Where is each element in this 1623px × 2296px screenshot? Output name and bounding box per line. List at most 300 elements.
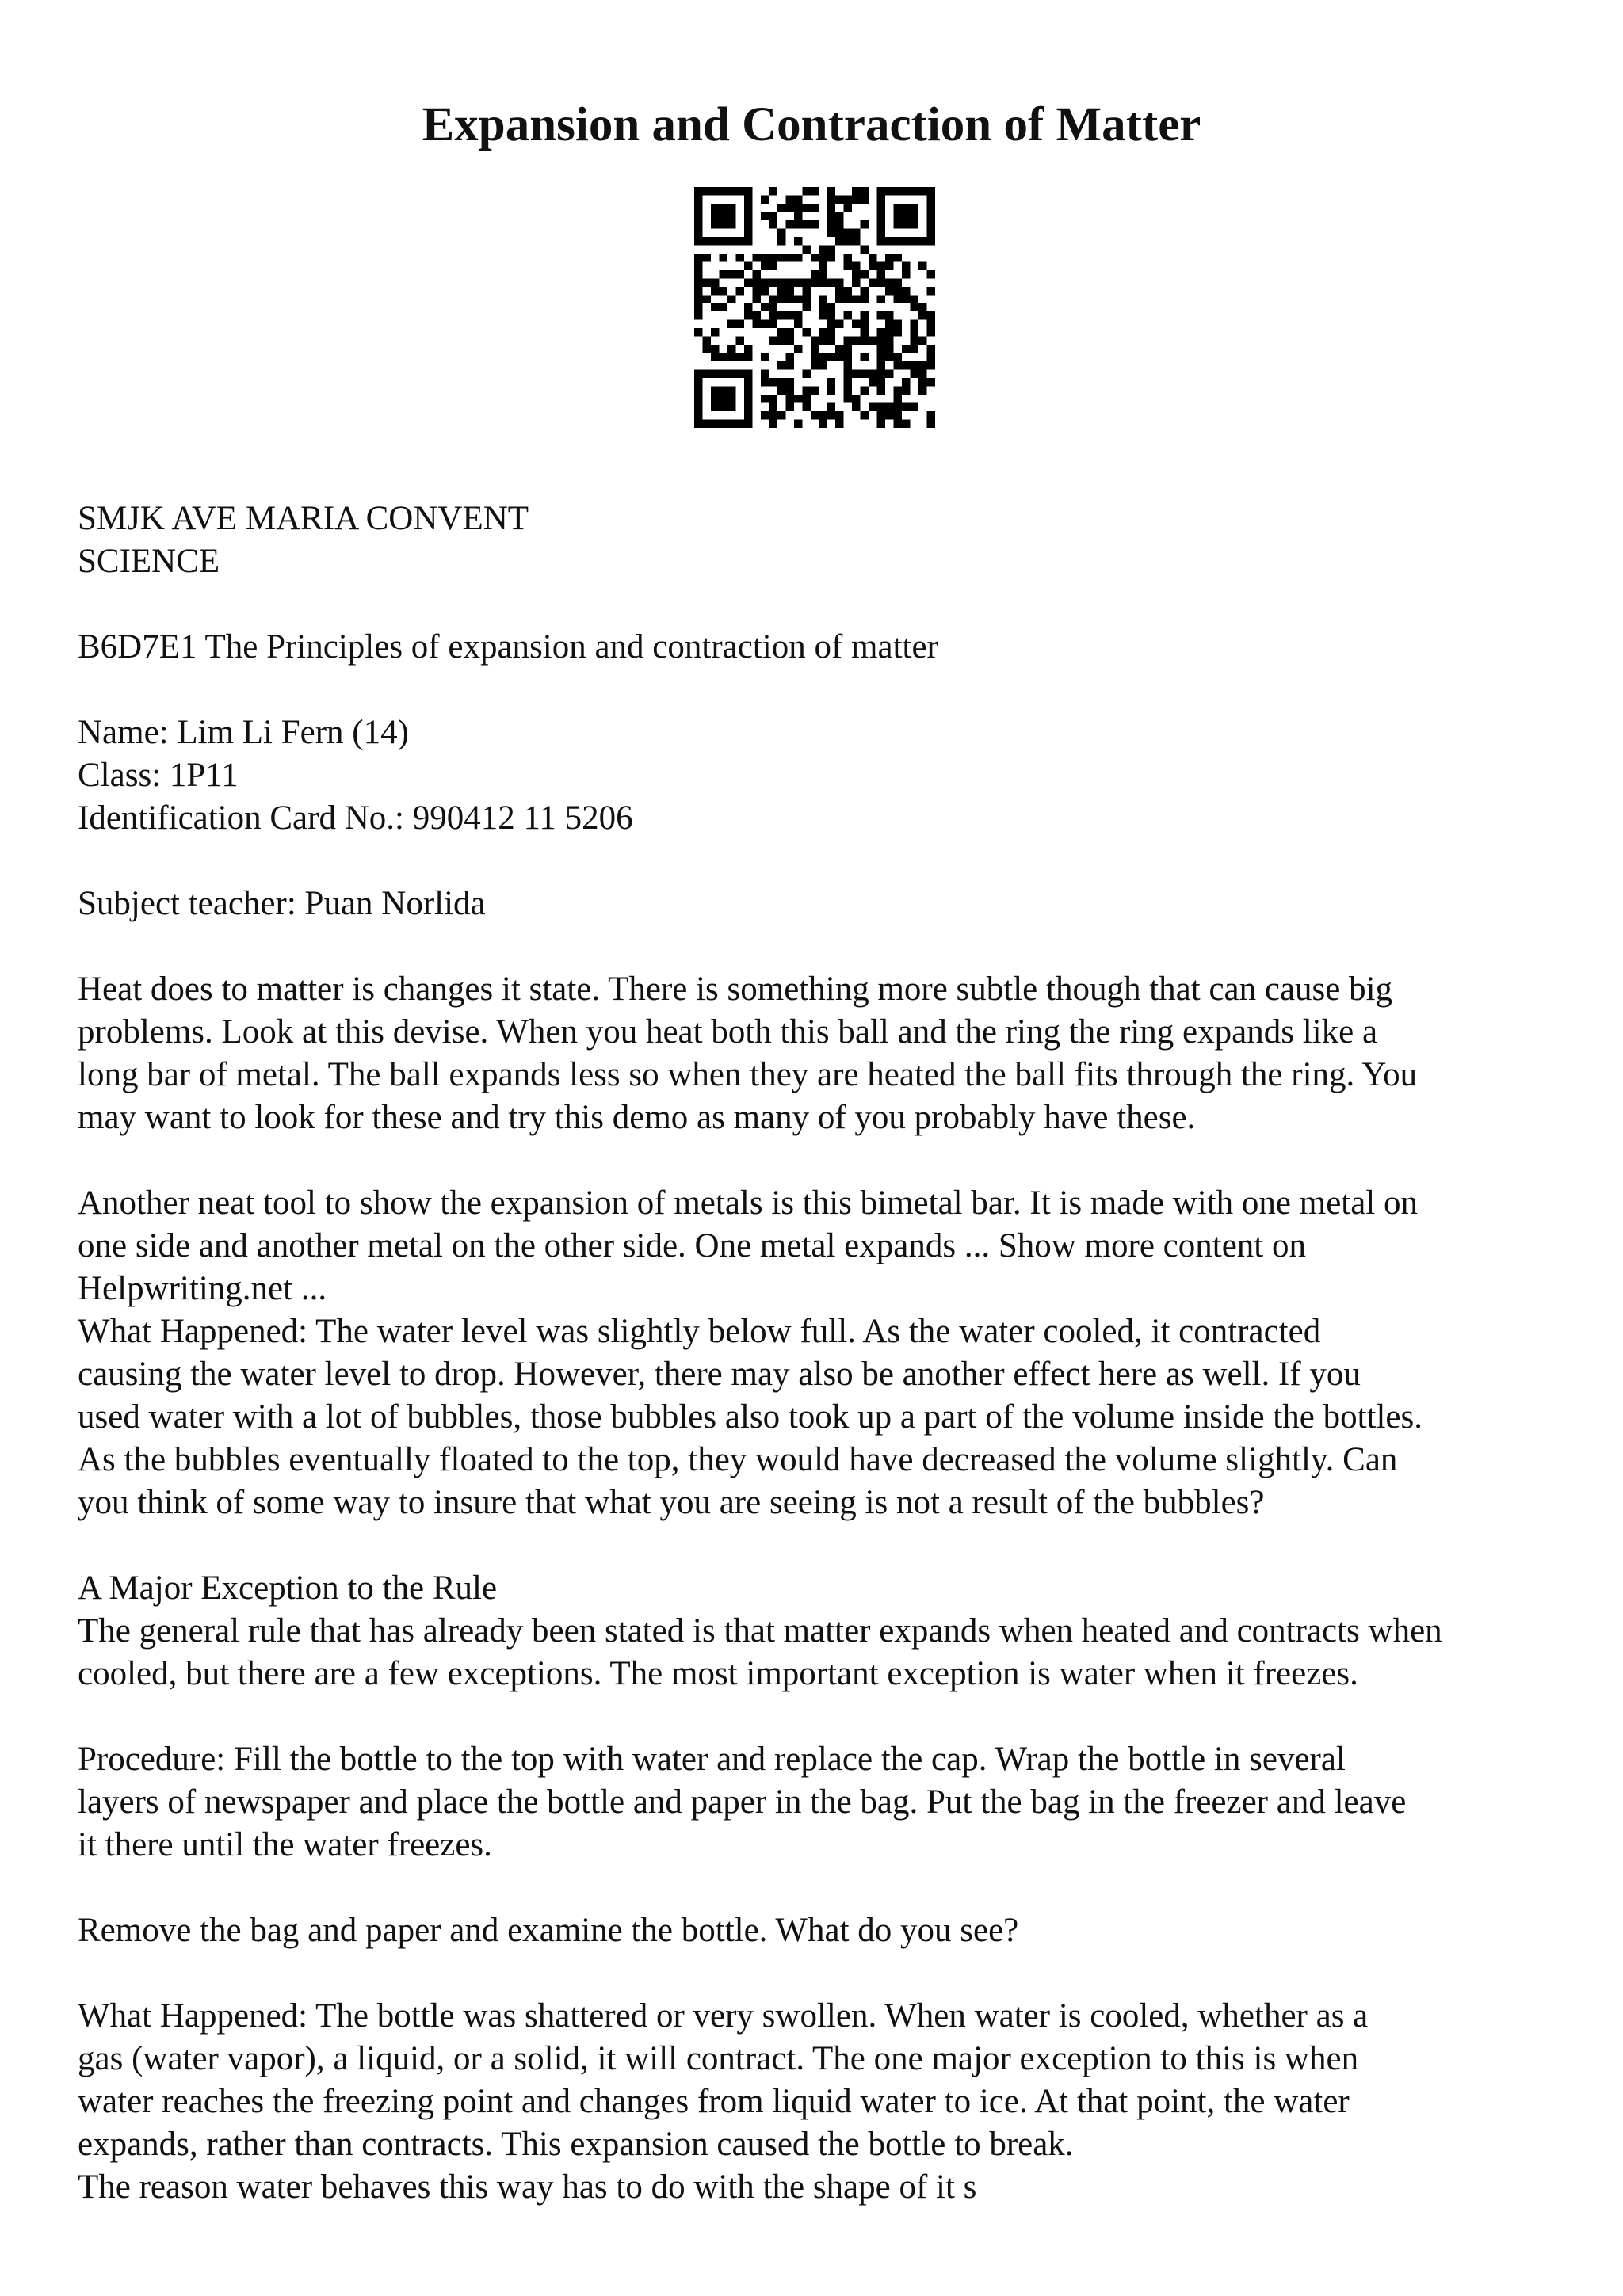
qr-module — [744, 387, 752, 395]
text-line: causing the water level to drop. However, there may also be another effect here as well. If you — [78, 1356, 1361, 1393]
qr-module — [894, 187, 902, 195]
qr-module — [744, 228, 752, 236]
qr-module — [894, 361, 902, 369]
qr-module — [785, 361, 793, 369]
qr-module — [861, 220, 869, 228]
qr-module — [927, 187, 935, 195]
qr-module — [835, 228, 843, 236]
qr-module — [885, 237, 893, 245]
qr-module — [877, 370, 885, 378]
qr-module — [902, 403, 910, 411]
text-line: used water with a lot of bubbles, those bubbles also took up a part of the volume inside the bottles. — [78, 1398, 1423, 1436]
qr-module — [811, 254, 819, 261]
text-line: gas (water vapor), a liquid, or a solid, it will contract. The one major exception to this is when — [78, 2040, 1359, 2077]
qr-module — [819, 295, 827, 303]
qr-module — [819, 337, 827, 345]
qr-module — [802, 220, 810, 228]
qr-module — [752, 287, 760, 295]
qr-module — [694, 204, 702, 212]
qr-module — [844, 261, 852, 269]
qr-module — [861, 295, 869, 303]
qr-module — [835, 295, 843, 303]
qr-module — [861, 195, 869, 203]
qr-module — [752, 295, 760, 303]
qr-module — [819, 353, 827, 361]
qr-module — [869, 278, 876, 286]
qr-module — [769, 220, 777, 228]
qr-module — [918, 387, 926, 395]
qr-module — [752, 320, 760, 328]
qr-module — [852, 295, 860, 303]
qr-module — [911, 361, 918, 369]
qr-module — [761, 195, 769, 203]
qr-module — [927, 220, 935, 228]
qr-module — [894, 220, 902, 228]
qr-module — [902, 187, 910, 195]
qr-module — [727, 204, 735, 212]
qr-module — [735, 187, 743, 195]
qr-module — [885, 287, 893, 295]
qr-module — [802, 403, 810, 411]
qr-module — [752, 270, 760, 278]
qr-module — [885, 337, 893, 345]
qr-module — [702, 254, 710, 261]
qr-module — [744, 278, 752, 286]
qr-module — [894, 320, 902, 328]
qr-module — [827, 254, 835, 261]
qr-module — [744, 411, 752, 419]
qr-module — [785, 220, 793, 228]
qr-module — [861, 287, 869, 295]
qr-module — [918, 378, 926, 386]
qr-module — [711, 370, 719, 378]
qr-module — [711, 303, 719, 311]
class-line: Class: 1P11 — [78, 757, 239, 794]
qr-module — [769, 212, 777, 219]
qr-module — [702, 420, 710, 428]
qr-module — [794, 278, 802, 286]
qr-module — [885, 254, 893, 261]
qr-module — [811, 187, 819, 195]
qr-module — [785, 287, 793, 295]
qr-module — [794, 237, 802, 245]
qr-module — [769, 303, 777, 311]
qr-module — [877, 187, 885, 195]
qr-module — [769, 187, 777, 195]
qr-module — [927, 228, 935, 236]
qr-module — [735, 237, 743, 245]
qr-module — [769, 395, 777, 402]
qr-module — [911, 303, 918, 311]
qr-module — [902, 420, 910, 428]
qr-module — [902, 345, 910, 353]
qr-module — [927, 378, 935, 386]
qr-module — [777, 378, 785, 386]
qr-module — [911, 345, 918, 353]
qr-module — [861, 311, 869, 319]
qr-module — [719, 270, 727, 278]
paragraph-examine — [78, 1909, 1568, 1952]
qr-module — [902, 270, 910, 278]
text-line: The general rule that has already been stated is that matter expands when heated and contracts when — [78, 1612, 1442, 1650]
qr-module — [911, 403, 918, 411]
qr-module — [911, 204, 918, 212]
qr-module — [694, 287, 702, 295]
qr-module — [752, 278, 760, 286]
qr-module — [844, 287, 852, 295]
qr-module — [735, 320, 743, 328]
qr-module — [911, 337, 918, 345]
qr-module — [918, 370, 926, 378]
qr-module — [894, 204, 902, 212]
qr-module — [927, 237, 935, 245]
qr-module — [894, 387, 902, 395]
qr-module — [719, 287, 727, 295]
qr-module — [811, 361, 819, 369]
qr-module — [827, 212, 835, 219]
qr-module — [719, 303, 727, 311]
qr-module — [811, 278, 819, 286]
qr-module — [877, 295, 885, 303]
qr-module — [694, 278, 702, 286]
qr-module — [885, 320, 893, 328]
qr-module — [877, 195, 885, 203]
qr-module — [702, 278, 710, 286]
qr-module — [702, 187, 710, 195]
qr-module — [761, 261, 769, 269]
qr-module — [727, 212, 735, 219]
qr-module — [894, 395, 902, 402]
qr-module — [877, 353, 885, 361]
qr-module — [877, 378, 885, 386]
qr-module — [894, 403, 902, 411]
qr-module — [744, 378, 752, 386]
qr-module — [711, 387, 719, 395]
qr-module — [827, 411, 835, 419]
text-line: What Happened: The bottle was shattered or very swollen. When water is cooled, whether as a — [78, 1997, 1369, 2035]
qr-module — [802, 245, 810, 253]
qr-module — [844, 387, 852, 395]
qr-module — [877, 361, 885, 369]
qr-module — [852, 370, 860, 378]
qr-module — [769, 295, 777, 303]
qr-module — [861, 187, 869, 195]
qr-module — [819, 328, 827, 336]
qr-module — [827, 187, 835, 195]
paragraph-what-happened — [78, 1995, 1568, 2209]
qr-module — [911, 220, 918, 228]
qr-module — [694, 378, 702, 386]
qr-module — [694, 270, 702, 278]
qr-module — [694, 370, 702, 378]
qr-module — [711, 278, 719, 286]
qr-module — [835, 345, 843, 353]
qr-module — [844, 254, 852, 261]
qr-module — [869, 337, 876, 345]
qr-module — [719, 403, 727, 411]
qr-module — [769, 378, 777, 386]
qr-module — [702, 345, 710, 353]
qr-module — [769, 278, 777, 286]
qr-module — [927, 204, 935, 212]
paragraph-bimetal — [78, 1182, 1568, 1524]
qr-module — [819, 411, 827, 419]
student-name: Name: Lim Li Fern (14) — [78, 714, 409, 751]
qr-module — [877, 411, 885, 419]
qr-module — [835, 420, 843, 428]
qr-module — [819, 361, 827, 369]
qr-module — [719, 395, 727, 402]
qr-module — [719, 237, 727, 245]
text-line: you think of some way to insure that what you are seeing is not a result of the bubbles? — [78, 1484, 1265, 1521]
text-line: water reaches the freezing point and changes from liquid water to ice. At that point, the water — [78, 2083, 1350, 2120]
qr-module — [694, 212, 702, 219]
qr-module — [885, 261, 893, 269]
qr-module — [844, 345, 852, 353]
qr-module — [727, 370, 735, 378]
qr-module — [861, 270, 869, 278]
qr-module — [802, 370, 810, 378]
qr-module — [902, 237, 910, 245]
qr-module — [877, 328, 885, 336]
qr-module — [802, 278, 810, 286]
qr-module — [918, 261, 926, 269]
qr-module — [877, 204, 885, 212]
qr-module — [761, 411, 769, 419]
qr-module — [727, 187, 735, 195]
qr-module — [702, 295, 710, 303]
qr-module — [777, 328, 785, 336]
text-line: it there until the water freezes. — [78, 1826, 492, 1863]
qr-module — [777, 237, 785, 245]
qr-module — [877, 270, 885, 278]
qr-module — [777, 254, 785, 261]
qr-module — [785, 403, 793, 411]
qr-module — [877, 228, 885, 236]
qr-module — [785, 254, 793, 261]
qr-module — [735, 287, 743, 295]
qr-module — [777, 295, 785, 303]
qr-module — [819, 311, 827, 319]
qr-module — [844, 311, 852, 319]
qr-module — [752, 311, 760, 319]
qr-module — [885, 411, 893, 419]
qr-module — [719, 370, 727, 378]
qr-module — [694, 261, 702, 269]
qr-module — [744, 237, 752, 245]
qr-module — [835, 353, 843, 361]
qr-module — [761, 353, 769, 361]
qr-module — [802, 387, 810, 395]
ic-line: Identification Card No.: 990412 11 5206 — [78, 799, 633, 837]
qr-module — [827, 320, 835, 328]
qr-module — [835, 278, 843, 286]
qr-module — [694, 311, 702, 319]
qr-module — [802, 287, 810, 295]
qr-module — [785, 387, 793, 395]
qr-module — [802, 295, 810, 303]
qr-module — [861, 353, 869, 361]
qr-module — [869, 254, 876, 261]
qr-module — [877, 261, 885, 269]
teacher-line: Subject teacher: Puan Norlida — [78, 885, 486, 922]
qr-module — [902, 204, 910, 212]
qr-module — [835, 220, 843, 228]
qr-module — [861, 387, 869, 395]
qr-module — [727, 395, 735, 402]
qr-module — [777, 278, 785, 286]
qr-module — [827, 195, 835, 203]
qr-module — [802, 204, 810, 212]
text-line: Helpwriting.net ... — [78, 1270, 327, 1307]
qr-module — [894, 328, 902, 336]
qr-module — [819, 278, 827, 286]
qr-module — [827, 387, 835, 395]
qr-module — [727, 345, 735, 353]
text-line: may want to look for these and try this demo as many of you probably have these. — [78, 1099, 1196, 1136]
qr-module — [711, 353, 719, 361]
qr-module — [852, 278, 860, 286]
qr-module — [894, 411, 902, 419]
qr-module — [844, 204, 852, 212]
qr-module — [794, 420, 802, 428]
text-line: long bar of metal. The ball expands less so when they are heated the ball fits through the ring. You — [78, 1056, 1418, 1093]
qr-module — [819, 420, 827, 428]
qr-module — [827, 303, 835, 311]
qr-module — [769, 261, 777, 269]
qr-module — [861, 370, 869, 378]
qr-module — [852, 228, 860, 236]
qr-module — [819, 270, 827, 278]
qr-module — [744, 187, 752, 195]
qr-module — [694, 420, 702, 428]
qr-module — [835, 212, 843, 219]
qr-module — [735, 254, 743, 261]
qr-module — [711, 204, 719, 212]
text-line: Another neat tool to show the expansion of metals is this bimetal bar. It is made with one metal on — [78, 1184, 1419, 1222]
qr-module — [802, 187, 810, 195]
topic-line: B6D7E1 The Principles of expansion and contraction of matter — [78, 628, 938, 666]
qr-module — [844, 370, 852, 378]
qr-module — [911, 328, 918, 336]
qr-module — [711, 395, 719, 402]
qr-module — [852, 403, 860, 411]
qr-module — [885, 345, 893, 353]
qr-module — [877, 220, 885, 228]
qr-module — [918, 311, 926, 319]
qr-module — [777, 411, 785, 419]
qr-module — [711, 287, 719, 295]
qr-module — [869, 378, 876, 386]
qr-module — [694, 403, 702, 411]
qr-module — [719, 220, 727, 228]
qr-module — [744, 370, 752, 378]
qr-module — [719, 254, 727, 261]
qr-module — [744, 395, 752, 402]
qr-module — [719, 387, 727, 395]
qr-module — [761, 320, 769, 328]
qr-module — [702, 370, 710, 378]
qr-module — [785, 378, 793, 386]
qr-module — [702, 237, 710, 245]
qr-module — [894, 237, 902, 245]
qr-module — [827, 311, 835, 319]
qr-module — [861, 245, 869, 253]
qr-module — [885, 353, 893, 361]
qr-module — [927, 420, 935, 428]
qr-module — [727, 320, 735, 328]
qr-module — [844, 295, 852, 303]
qr-module — [827, 353, 835, 361]
qr-module — [719, 204, 727, 212]
qr-module — [811, 411, 819, 419]
qr-module — [877, 345, 885, 353]
qr-module — [744, 195, 752, 203]
qr-module — [918, 187, 926, 195]
qr-module — [761, 278, 769, 286]
qr-module — [827, 228, 835, 236]
qr-module — [794, 204, 802, 212]
qr-module — [744, 353, 752, 361]
qr-module — [744, 345, 752, 353]
qr-module — [894, 353, 902, 361]
qr-module — [711, 187, 719, 195]
qr-module — [761, 254, 769, 261]
qr-module — [711, 328, 719, 336]
qr-module — [761, 370, 769, 378]
qr-module — [852, 187, 860, 195]
qr-module — [744, 212, 752, 219]
qr-module — [869, 370, 876, 378]
qr-module — [694, 187, 702, 195]
qr-module — [761, 287, 769, 295]
qr-module — [744, 403, 752, 411]
qr-module — [794, 395, 802, 402]
qr-module — [852, 195, 860, 203]
qr-module — [727, 237, 735, 245]
qr-module — [911, 237, 918, 245]
qr-module — [927, 320, 935, 328]
qr-module — [877, 278, 885, 286]
qr-module — [694, 295, 702, 303]
qr-module — [844, 337, 852, 345]
text-line: expands, rather than contracts. This expansion caused the bottle to break. — [78, 2126, 1074, 2163]
qr-module — [744, 311, 752, 319]
qr-module — [694, 254, 702, 261]
qr-module — [869, 403, 876, 411]
qr-module — [785, 311, 793, 319]
qr-module — [902, 220, 910, 228]
qr-module — [885, 187, 893, 195]
qr-module — [835, 320, 843, 328]
qr-module — [735, 420, 743, 428]
qr-module — [902, 287, 910, 295]
text-line: problems. Look at this devise. When you heat both this ball and the ring the ring expands like a — [78, 1013, 1378, 1051]
qr-module — [761, 303, 769, 311]
qr-module — [711, 403, 719, 411]
qr-module — [719, 187, 727, 195]
qr-module — [735, 370, 743, 378]
qr-module — [819, 254, 827, 261]
qr-module — [735, 353, 743, 361]
qr-module — [902, 261, 910, 269]
qr-module — [827, 378, 835, 386]
qr-module — [911, 212, 918, 219]
qr-module — [694, 395, 702, 402]
qr-module — [735, 337, 743, 345]
qr-module — [852, 261, 860, 269]
qr-module — [885, 370, 893, 378]
